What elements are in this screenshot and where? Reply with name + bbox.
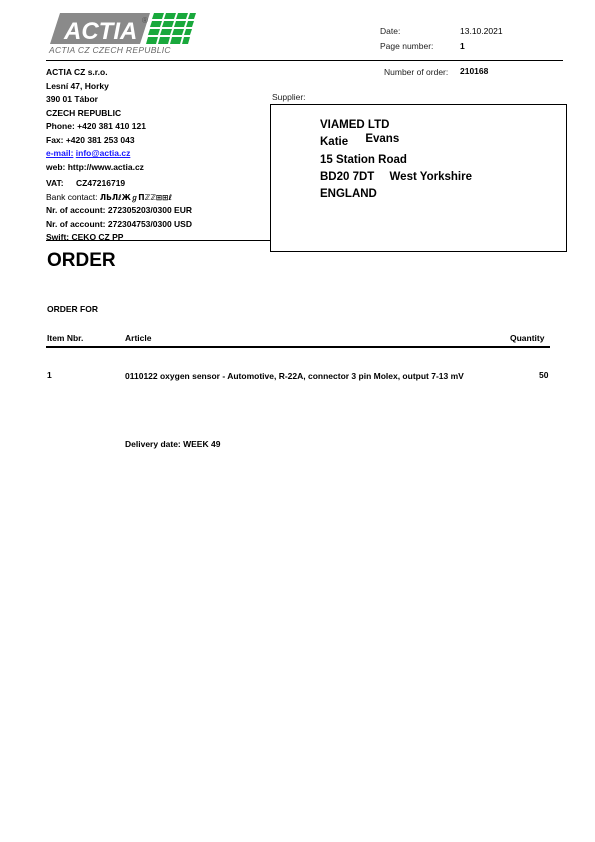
company-fax: Fax: +420 381 253 043 xyxy=(46,134,135,145)
row-quantity: 50 xyxy=(539,370,549,380)
supplier-address xyxy=(320,117,472,203)
logo-grid-icon xyxy=(146,13,196,44)
supplier-postcode: BD20 7DT xyxy=(320,171,375,183)
swift-code: Swift: CEKO CZ PP xyxy=(46,232,124,242)
bank-label: Bank contact: xyxy=(46,191,98,202)
header-divider xyxy=(46,60,563,61)
row-article: 0110122 oxygen sensor - Automotive, R-22A, connector 3 pin Molex, output 7-13 mV xyxy=(125,371,464,381)
page-title: ORDER xyxy=(47,250,116,271)
actia-logo-graphic xyxy=(50,13,196,45)
column-header-item: Item Nbr. xyxy=(47,333,84,343)
company-email xyxy=(46,147,256,161)
company-country: CZECH REPUBLIC xyxy=(46,107,122,118)
logo-subtitle: ACTIA CZ CZECH REPUBLIC xyxy=(49,45,171,55)
company-address-block xyxy=(46,66,256,245)
company-divider xyxy=(46,240,270,241)
company-name: ACTIA CZ s.r.o. xyxy=(46,67,108,77)
order-number-label: Number of order: xyxy=(384,67,449,77)
registered-mark: ® xyxy=(142,16,148,25)
account-usd: Nr. of account: 272304753/0300 USD xyxy=(46,218,192,229)
account-eur: Nr. of account: 272305203/0300 EUR xyxy=(46,205,192,215)
supplier-country: ENGLAND xyxy=(320,188,377,200)
page-number-value: 1 xyxy=(460,41,465,51)
supplier-name: VIAMED LTD xyxy=(320,119,390,131)
row-item-number: 1 xyxy=(47,370,52,380)
delivery-date: Delivery date: WEEK 49 xyxy=(125,439,221,449)
company-vat xyxy=(46,177,256,191)
table-header-divider xyxy=(46,346,550,348)
column-header-quantity: Quantity xyxy=(510,333,545,343)
supplier-contact-last: Evans xyxy=(365,133,400,145)
column-header-article: Article xyxy=(125,333,152,343)
bank-value: ЛЬЛℓЖℊΠℤℤ⊞⊞ℓ xyxy=(99,192,172,202)
email-label-link[interactable]: e-mail: xyxy=(46,148,74,158)
company-bank xyxy=(46,191,256,205)
supplier-label: Supplier: xyxy=(272,92,306,102)
company-street: Lesní 47, Horky xyxy=(46,80,109,91)
logo-wordmark: ACTIA xyxy=(64,18,138,45)
company-phone: Phone: +420 381 410 121 xyxy=(46,121,146,131)
vat-label: VAT: xyxy=(46,178,64,188)
company-city: 390 01 Tábor xyxy=(46,94,98,104)
supplier-street: 15 Station Road xyxy=(320,154,407,166)
order-number-value: 210168 xyxy=(460,66,489,76)
date-value: 13.10.2021 xyxy=(460,26,503,36)
order-for-label: ORDER FOR xyxy=(47,304,98,314)
supplier-contact xyxy=(320,134,472,151)
page-number-label: Page number: xyxy=(380,41,434,51)
supplier-contact-first: Katie xyxy=(320,136,349,148)
email-link[interactable]: info@actia.cz xyxy=(75,148,131,158)
vat-value: CZ47216719 xyxy=(76,178,126,188)
supplier-postal xyxy=(320,169,472,186)
company-web: web: http://www.actia.cz xyxy=(46,161,144,172)
supplier-region: West Yorkshire xyxy=(389,171,472,183)
date-label: Date: xyxy=(380,26,401,36)
